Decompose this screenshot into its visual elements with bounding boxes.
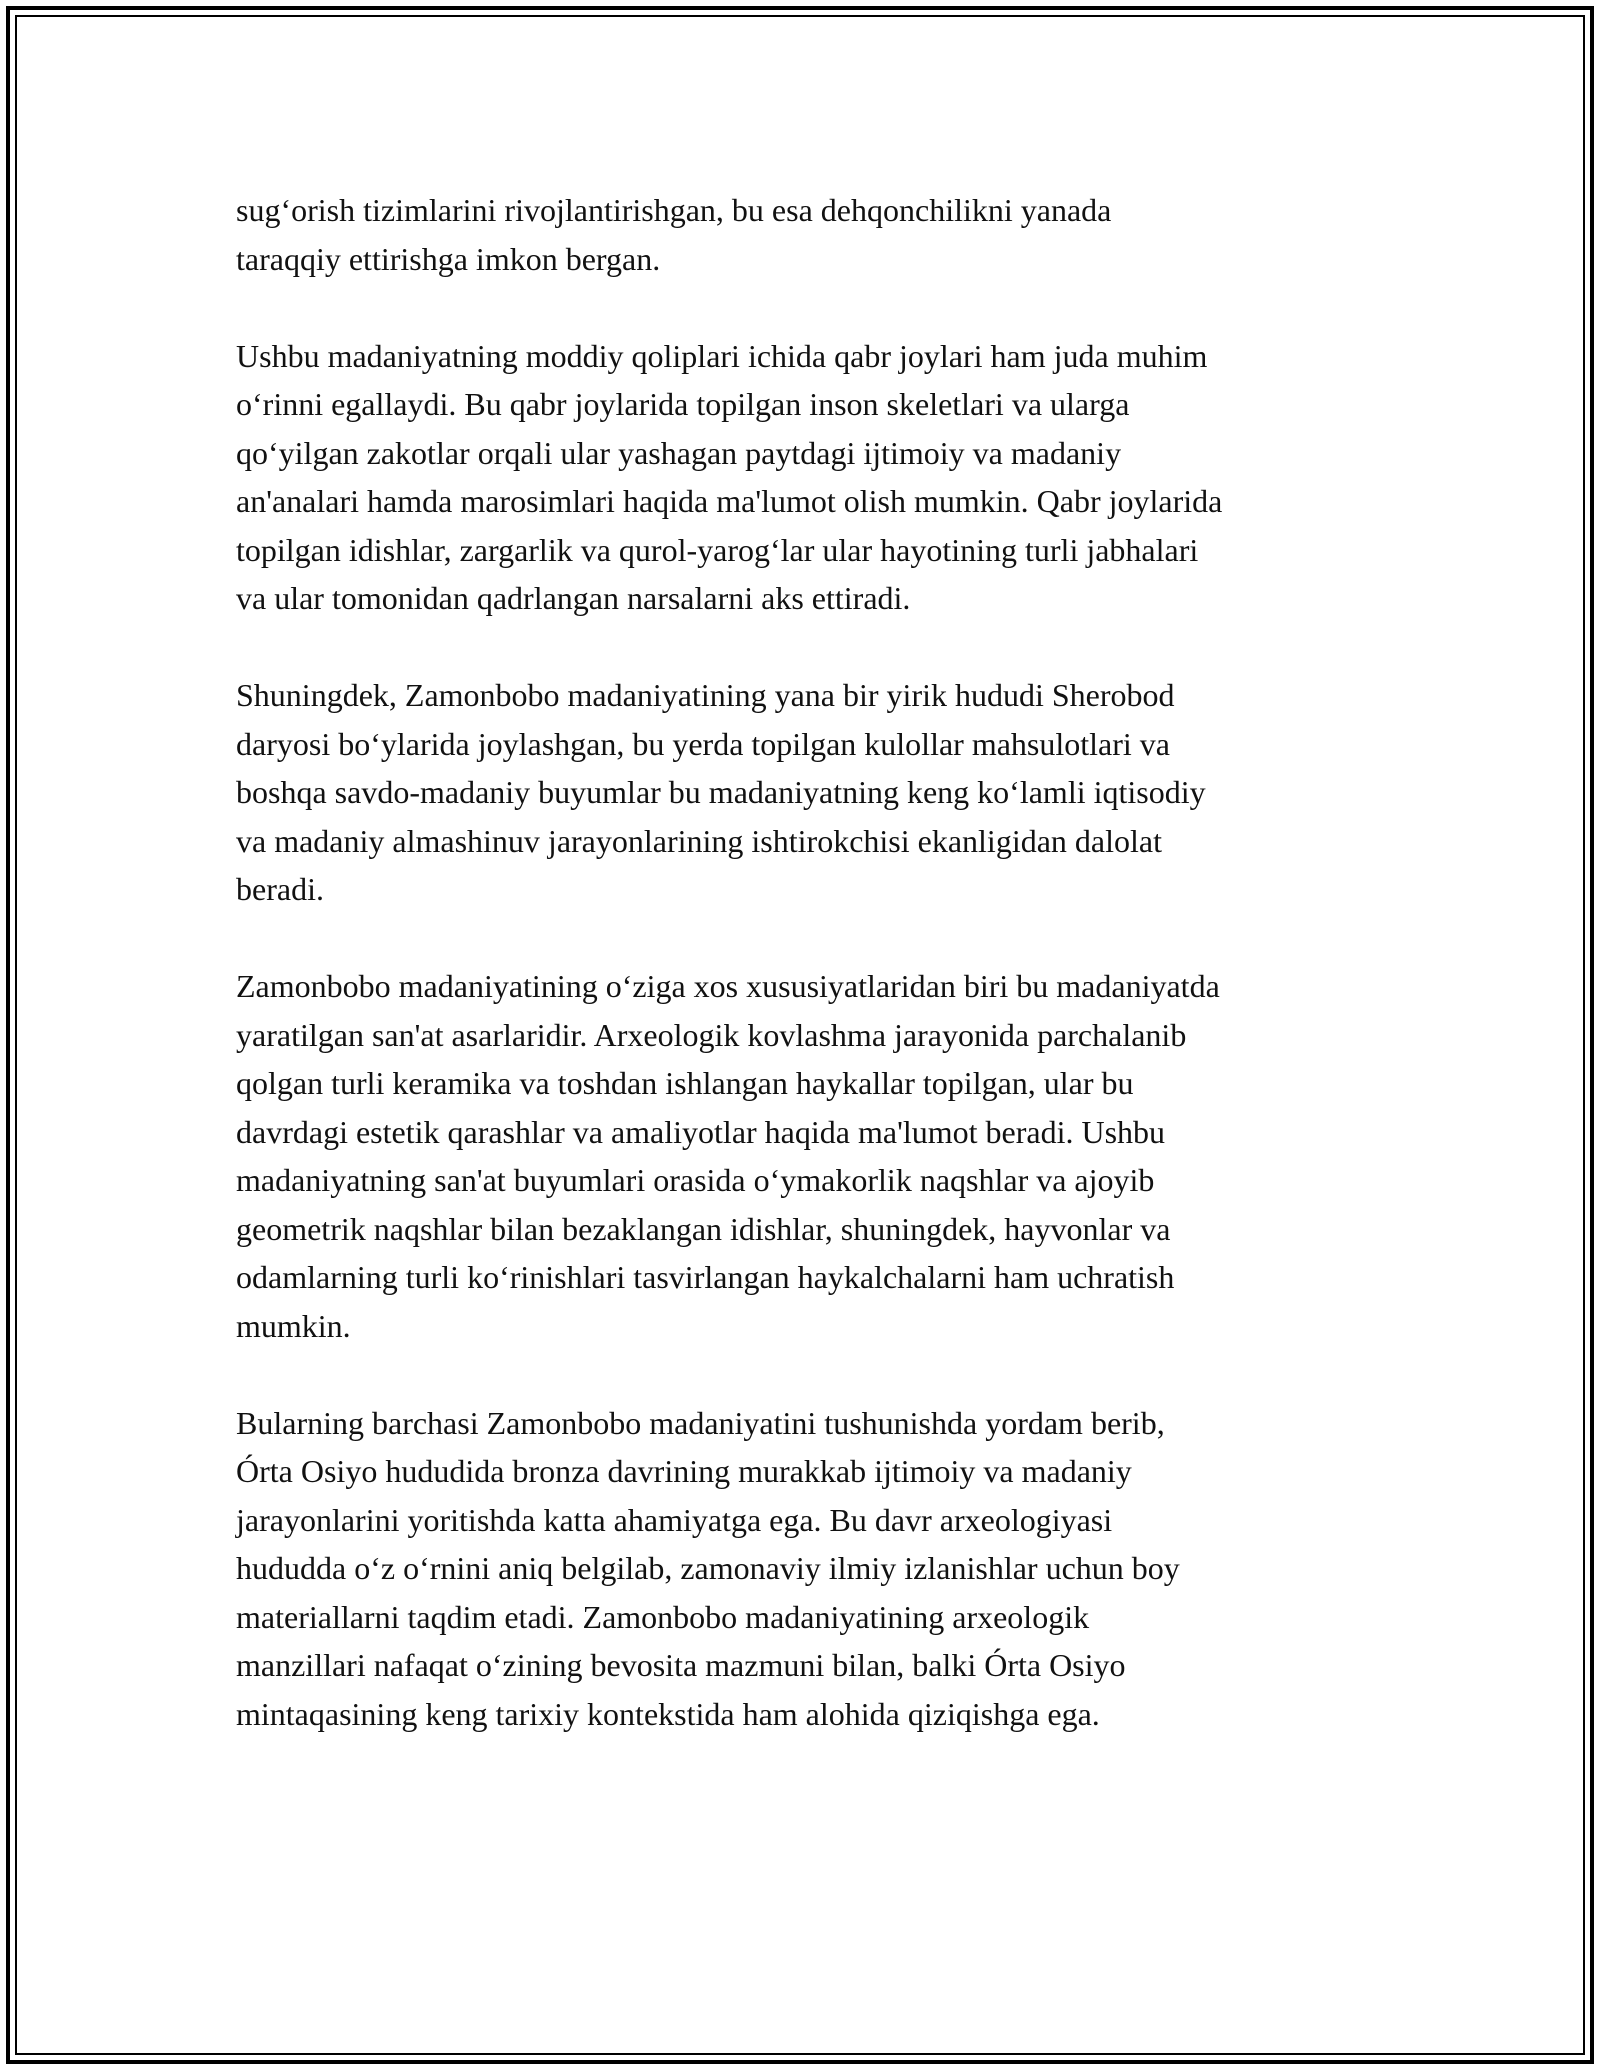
paragraph-irrigation: sug‘orish tizimlarini rivojlantirishgan, bu esa dehqonchilikni yanada taraqqiy ettirishga imkon bergan. — [236, 192, 1112, 277]
paragraph-burial-sites: Ushbu madaniyatning moddiy qoliplari ichida qabr joylari ham juda muhim o‘rinni egallaydi. Bu qabr joylarida topilgan inson skeletlari va ularga qo‘yilgan zakotlar orqali ular yashagan paytdagi ijtimoiy va madaniy an'analari hamda marosimlari haqida ma'lumot olish mumkin. Qabr joylarida topilgan idishlar, zargarlik va qurol-yarog‘lar ular hayotining turli jabhalari va ular tomonidan qadrlangan narsalarni aks ettiradi. — [236, 337, 1223, 616]
document-body — [236, 186, 1376, 1787]
paragraph-art-works: Zamonbobo madaniyatining o‘ziga xos xususiyatlaridan biri bu madaniyatda yaratilgan san'at asarlaridir. Arxeologik kovlashma jarayonida parchalanib qolgan turli keramika va toshdan ishlangan haykallar topilgan, ular bu davrdagi estetik qarashlar va amaliyotlar haqida ma'lumot beradi. Ushbu madaniyatning san'at buyumlari orasida o‘ymakorlik naqshlar va ajoyib geometrik naqshlar bilan bezaklangan idishlar, shuningdek, hayvonlar va odamlarning turli ko‘rinishlari tasvirlangan haykalchalarni ham uchratish mumkin. — [236, 968, 1220, 1344]
paragraph-conclusion: Bularning barchasi Zamonbobo madaniyatini tushunishda yordam berib, Órta Osiyo hududida bronza davrining murakkab ijtimoiy va madaniy jarayonlarini yoritishda katta ahamiyatga ega. Bu davr arxeologiyasi hududda o‘z o‘rnini aniq belgilab, zamonaviy ilmiy izlanishlar uchun boy materiallarni taqdim etadi. Zamonbobo madaniyatining arxeologik manzillari nafaqat o‘zining bevosita mazmuni bilan, balki Órta Osiyo mintaqasining keng tarixiy kontekstida ham alohida qiziqishga ega. — [236, 1404, 1180, 1732]
paragraph-sherobod-region: Shuningdek, Zamonbobo madaniyatining yana bir yirik hududi Sherobod daryosi bo‘ylarida joylashgan, bu yerda topilgan kulollar mahsulotlari va boshqa savdo-madaniy buyumlar bu madaniyatning keng ko‘lamli iqtisodiy va madaniy almashinuv jarayonlarining ishtirokchisi ekanligidan dalolat beradi. — [236, 677, 1206, 907]
